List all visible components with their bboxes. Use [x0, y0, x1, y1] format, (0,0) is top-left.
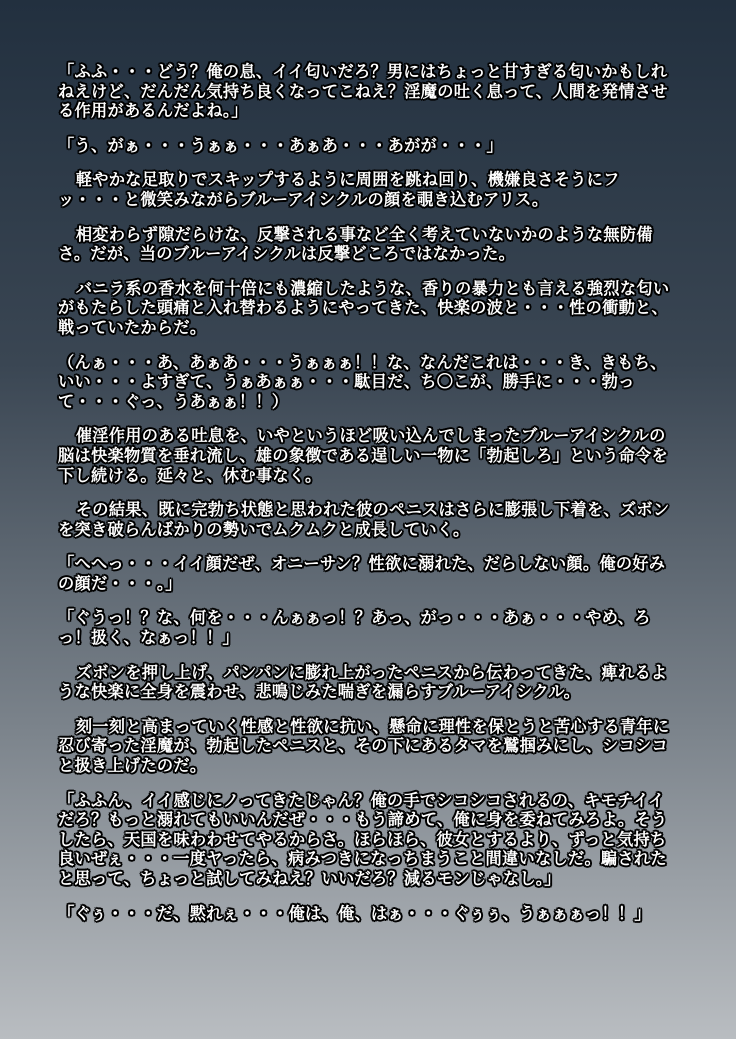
paragraph-5: バニラ系の香水を何十倍にも濃縮したような、香りの暴力とも言える強烈な匂いがもたらした頭痛と入れ替わるようにやってきた、快楽の波と・・・性の衝動と、戦っていたからだ。 — [58, 278, 670, 337]
paragraph-2: 「う、がぁ・・・うぁぁ・・・あぁあ・・・あがが・・・」 — [58, 135, 503, 155]
paragraph-9: 「へへっ・・・イイ顔だぜ、オニーサン？性欲に溺れた、だらしない顔。俺の好みの顔だ・・・。」 — [58, 554, 666, 593]
paragraph-14: 「ぐぅ・・・だ、黙れぇ・・・俺は、俺、はぁ・・・ぐぅぅ、うぁぁぁっ！！」 — [58, 903, 651, 923]
paragraph-3: 軽やかな足取りでスキップするように周囲を跳ね回り、機嫌良さそうにフッ・・・と微笑みながらブルーアイシクルの顔を覗き込むアリス。 — [58, 170, 620, 209]
paragraph-11: ズボンを押し上げ、パンパンに膨れ上がったペニスから伝わってきた、痺れるような快楽に全身を震わせ、悲鳴じみた喘ぎを漏らすブルーアイシクル。 — [58, 662, 668, 702]
paragraph-7: 催淫作用のある吐息を、いやというほど吸い込んでしまったブルーアイシクルの脳は快楽物質を垂れ流し、雄の象徴である逞しい一物に「勃起しろ」という命令を下し続ける。延々と、休む事なく。 — [58, 426, 669, 485]
paragraph-12: 刻一刻と高まっていく性感と性欲に抗い、懸命に理性を保とうと苦心する青年に忍び寄った淫魔が、勃起したペニスと、その下にあるタマを鷲掴みにし、シコシコと扱き上げたのだ。 — [58, 716, 670, 776]
paragraph-6: （んぁ・・・あ、あぁあ・・・うぁぁぁ！！な、なんだこれは・・・き、きもち、いい・・・よすぎて、うぁあぁぁ・・・駄目だ、ち〇こが、勝手に・・・勃って・・・ぐっ、うあぁぁ！！） — [58, 352, 667, 411]
paragraph-8: その結果、既に完勃ち状態と思われた彼のペニスはさらに膨張し下着を、ズボンを突き破らんばかりの勢いでムクムクと成長していく。 — [58, 500, 670, 539]
paragraph-1: 「ふふ・・・どう？俺の息、イイ匂いだろ？男にはちょっと甘すぎる匂いかもしれねえけど、だんだん気持ち良くなってこねえ？淫魔の吐く息って、人間を発情させる作用があるんだよね。」 — [58, 62, 668, 121]
paragraph-10: 「ぐうっ！？な、何を・・・んぁぁっ！？あっ、がっ・・・あぁ・・・やめ、ろっ！扱く、なぁっ！！」 — [58, 608, 651, 648]
paragraph-13: 「ふふん、イイ感じにノってきたじゃん？俺の手でシコシコされるの、キモチイイだろ？もっと溺れてもいいんだぜ・・・もう諦めて、俺に身を委ねてみろよ。そうしたら、天国を味わわせてやるからさ。ほらほら、彼女とするより、ずっと気持ち良いぜぇ・・・一度ヤったら、病みつきになっちまうこと間違いなしだ。騙されたと思って、ちょっと試してみねえ？いいだろ？減るモンじゃなし。」 — [58, 790, 668, 888]
paragraph-4: 相変わらず隙だらけな、反撃される事など全く考えていないかのような無防備さ。だが、当のブルーアイシクルは反撃どころではなかった。 — [58, 224, 653, 264]
